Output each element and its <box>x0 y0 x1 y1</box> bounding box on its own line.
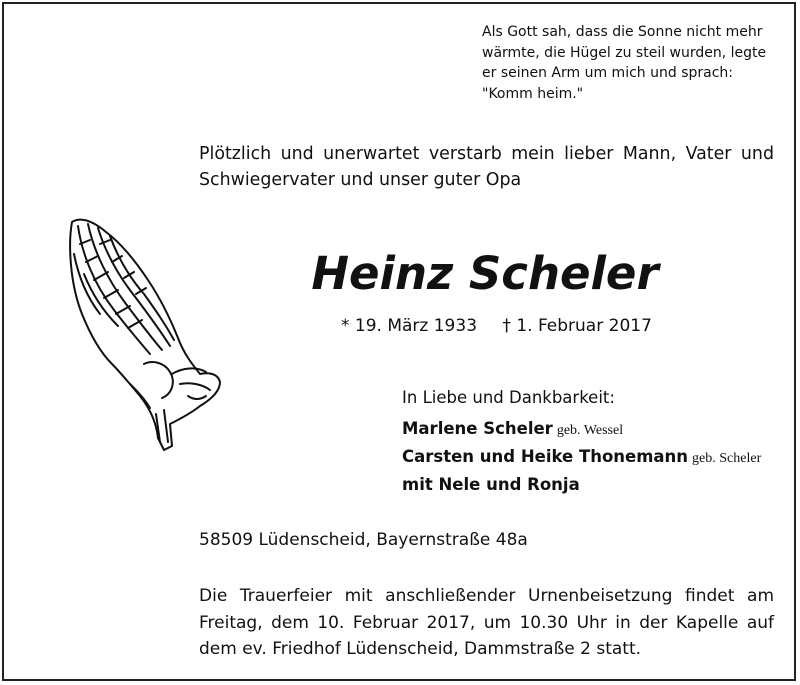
intro-line: Plötzlich und unerwartet verstarb mein lieber Mann, Vater und <box>199 144 774 164</box>
life-dates <box>341 316 652 336</box>
mourner-row <box>402 472 761 498</box>
family-address: 58509 Lüdenscheid, Bayernstraße 48a <box>199 530 528 550</box>
service-details <box>199 583 774 663</box>
death-date: † 1. Februar 2017 <box>502 316 652 336</box>
mourner-maiden-name: geb. Wessel <box>556 423 624 438</box>
deceased-name: Heinz Scheler <box>311 247 659 300</box>
intro-text <box>199 141 774 193</box>
service-line: Freitag, dem 10. Februar 2017, um 10.30 Uhr in der Kapelle auf <box>199 612 774 633</box>
mourners-lead: In Liebe und Dankbarkeit: <box>402 388 615 407</box>
mourner-row <box>402 444 761 472</box>
service-line: Die Trauerfeier mit anschließender Urnenbeisetzung findet am <box>199 586 774 606</box>
mourner-name: Marlene Scheler <box>402 419 553 438</box>
mourner-name: Carsten und Heike Thonemann <box>402 447 689 466</box>
birth-date: * 19. März 1933 <box>341 316 478 336</box>
service-line: dem ev. Friedhof Lüdenscheid, Dammstraße 2 statt. <box>199 639 642 659</box>
mourner-name: mit Nele und Ronja <box>402 475 580 494</box>
epigraph-quote <box>482 22 782 104</box>
mourners-block <box>402 388 761 498</box>
quote-line: Als Gott sah, dass die Sonne nicht mehr <box>482 24 763 40</box>
quote-line: er seinen Arm um mich und sprach: <box>482 65 733 81</box>
quote-line: "Komm heim." <box>482 85 584 102</box>
intro-line: Schwiegervater und unser guter Opa <box>199 170 522 190</box>
quote-line: wärmte, die Hügel zu steil wurden, legte <box>482 44 767 61</box>
mourner-row <box>402 416 761 444</box>
mourner-maiden-name: geb. Scheler <box>692 451 762 466</box>
